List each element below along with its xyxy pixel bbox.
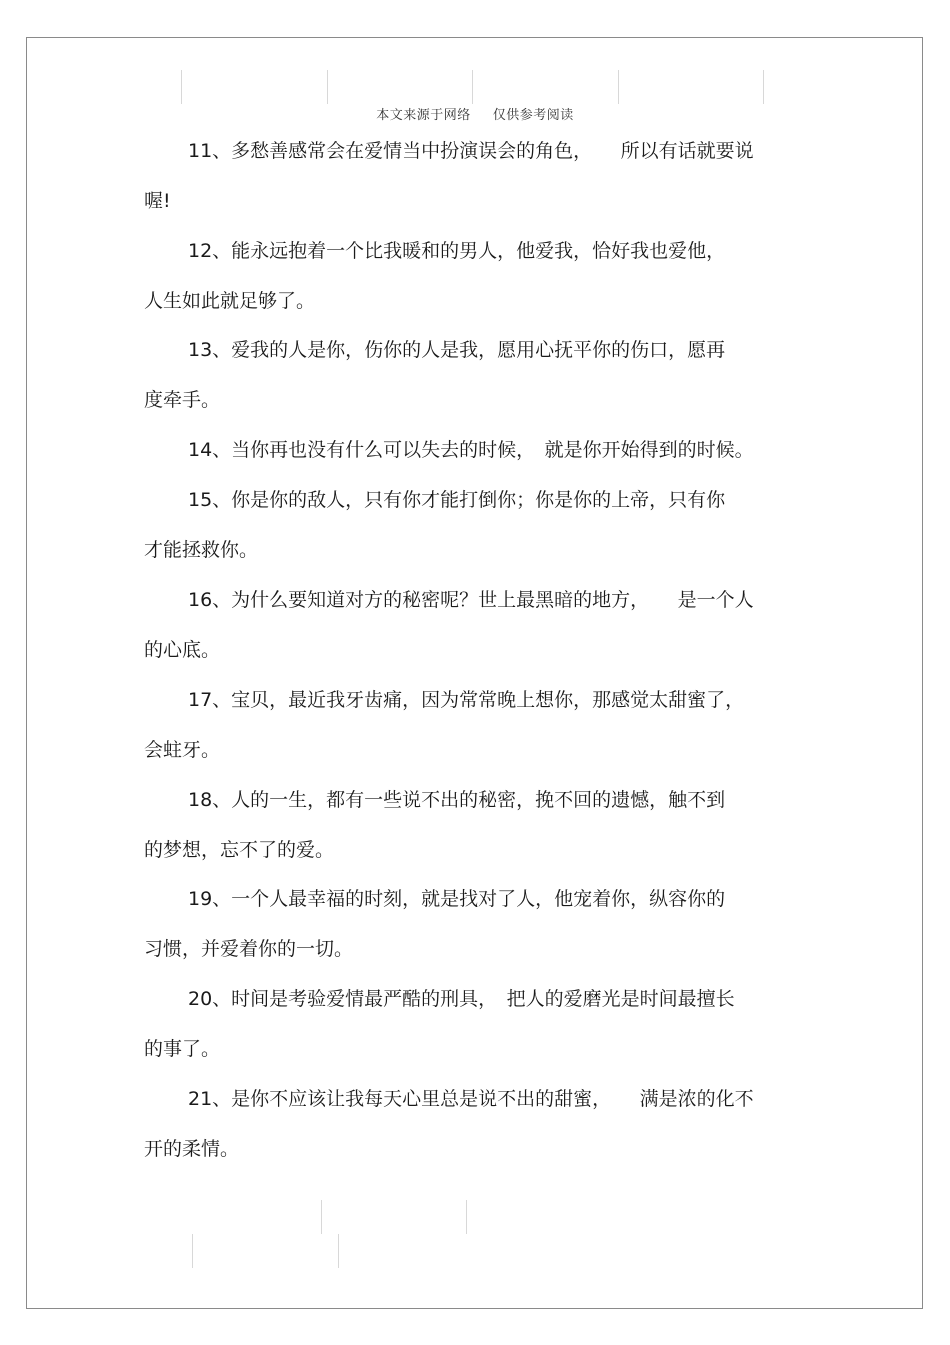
quote-paragraph-17 xyxy=(144,675,804,775)
quote-paragraph-21 xyxy=(144,1074,804,1174)
paragraph-line: 18、人的一生，都有一些说不出的秘密，挽不回的遗憾，触不到 xyxy=(188,789,726,811)
decorative-line xyxy=(321,1200,322,1234)
paragraph-line: 会蛀牙。 xyxy=(144,739,221,761)
paragraph-line: 度牵手。 xyxy=(144,389,221,411)
header-note xyxy=(0,104,950,123)
paragraph-line: 11、多愁善感常会在爱情当中扮演误会的角色， 所以有话就要说 xyxy=(188,140,754,162)
paragraph-line: 14、当你再也没有什么可以失去的时候， 就是你开始得到的时候。 xyxy=(188,439,754,461)
paragraph-line: 15、你是你的敌人，只有你才能打倒你；你是你的上帝，只有你 xyxy=(188,489,726,511)
paragraph-line: 21、是你不应该让我每天心里总是说不出的甜蜜， 满是浓的化不 xyxy=(188,1088,754,1110)
quote-paragraph-11 xyxy=(144,126,804,226)
paragraph-line: 开的柔情。 xyxy=(144,1138,240,1160)
paragraph-line: 13、爱我的人是你，伤你的人是我，愿用心抚平你的伤口，愿再 xyxy=(188,339,726,361)
paragraph-line: 才能拯救你。 xyxy=(144,539,259,561)
paragraph-line: 16、为什么要知道对方的秘密呢？世上最黑暗的地方， 是一个人 xyxy=(188,589,754,611)
paragraph-line: 习惯，并爱着你的一切。 xyxy=(144,938,354,960)
quote-paragraph-14 xyxy=(144,425,804,475)
paragraph-line: 的事了。 xyxy=(144,1038,221,1060)
quote-paragraph-19 xyxy=(144,874,804,974)
quote-paragraph-18 xyxy=(144,775,804,875)
paragraph-line: 12、能永远抱着一个比我暖和的男人，他爱我，恰好我也爱他， xyxy=(188,240,726,262)
decorative-line xyxy=(466,1200,467,1234)
decorative-line xyxy=(338,1234,339,1268)
decorative-line xyxy=(327,70,328,104)
paragraph-line: 20、时间是考验爱情最严酷的刑具， 把人的爱磨光是时间最擅长 xyxy=(188,988,735,1010)
quote-paragraph-13 xyxy=(144,325,804,425)
paragraph-line: 人生如此就足够了。 xyxy=(144,290,316,312)
paragraph-line: 的心底。 xyxy=(144,639,221,661)
quote-paragraph-12 xyxy=(144,226,804,326)
decorative-line xyxy=(192,1234,193,1268)
decorative-line xyxy=(763,70,764,104)
quote-paragraph-15 xyxy=(144,475,804,575)
decorative-line xyxy=(472,70,473,104)
paragraph-line: 17、宝贝，最近我牙齿痛，因为常常晚上想你，那感觉太甜蜜了， xyxy=(188,689,745,711)
decorative-line xyxy=(618,70,619,104)
quote-paragraph-20 xyxy=(144,974,804,1074)
reference-note: 仅供参考阅读 xyxy=(492,108,574,123)
decorative-line xyxy=(181,70,182,104)
paragraph-line: 喔! xyxy=(144,190,171,212)
source-note: 本文来源于网络 xyxy=(376,108,471,123)
quote-paragraph-16 xyxy=(144,575,804,675)
paragraph-line: 19、一个人最幸福的时刻，就是找对了人，他宠着你，纵容你的 xyxy=(188,888,726,910)
paragraph-line: 的梦想，忘不了的爱。 xyxy=(144,839,335,861)
